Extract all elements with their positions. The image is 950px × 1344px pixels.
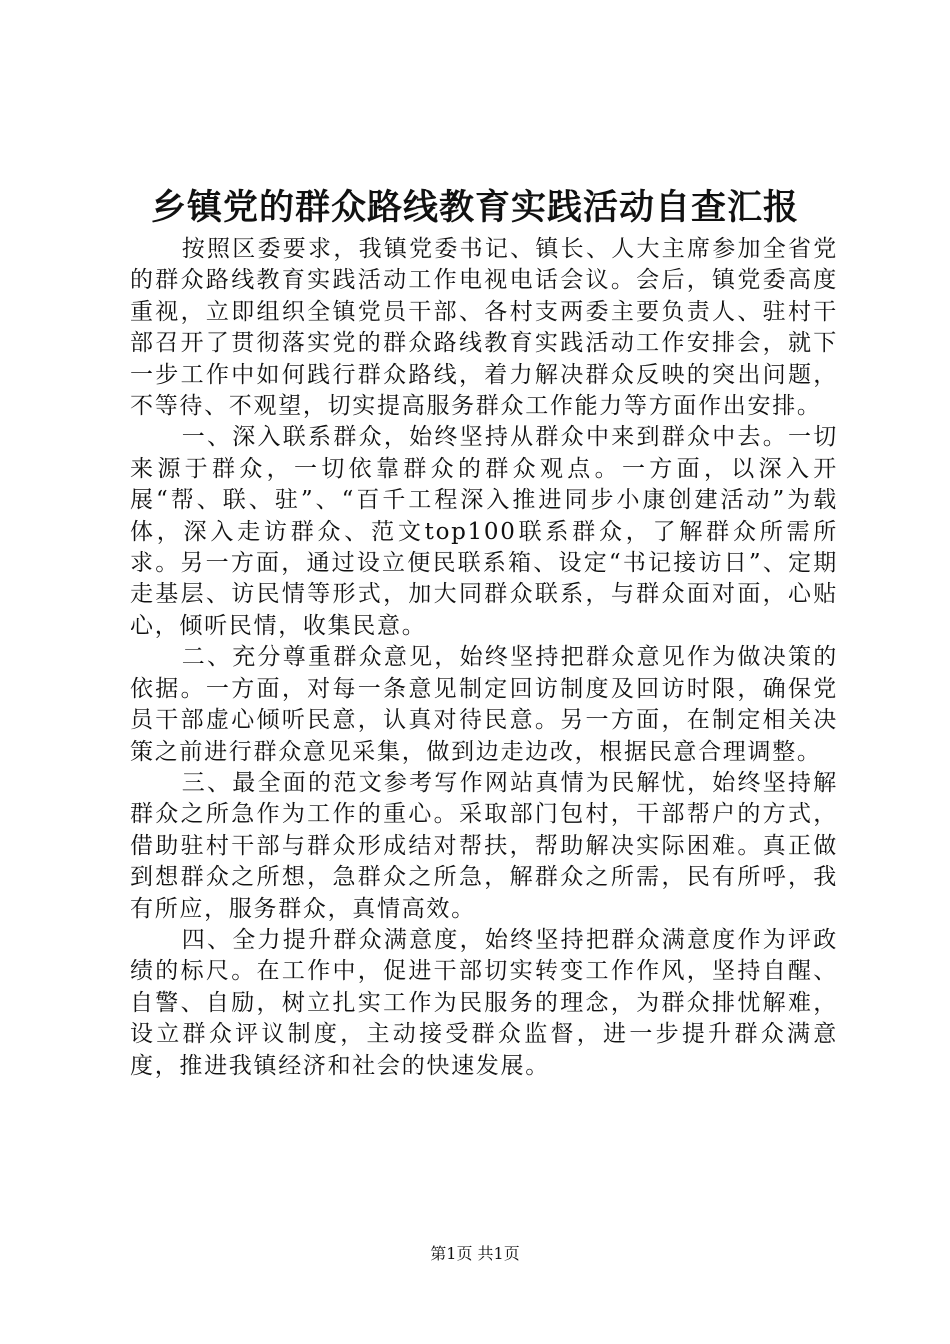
body-paragraph-1: 一、深入联系群众，始终坚持从群众中来到群众中去。一切来源于群众，一切依靠群众的群众观点。一方面，以深入开展“帮、联、驻”、“百千工程深入推进同步小康创建活动”为载体，深入走访群众、范文top100联系群众，了解群众所需所求。另一方面，通过设立便民联系箱、设定“书记接访日”、定期走基层、访民情等形式，加大同群众联系，与群众面对面，心贴心，倾听民情，收集民意。: [130, 424, 838, 639]
body-paragraph-3: 三、最全面的范文参考写作网站真情为民解忧，始终坚持解群众之所急作为工作的重心。采取部门包村，干部帮户的方式，借助驻村干部与群众形成结对帮扶，帮助解决实际困难。真正做到想群众之所想，急群众之所急，解群众之所需，民有所呼，我有所应，服务群众，真情高效。: [130, 769, 838, 922]
document-body: [130, 234, 838, 1082]
page-number-footer: 第1页 共1页: [430, 1244, 520, 1263]
body-paragraph-2: 二、充分尊重群众意见，始终坚持把群众意见作为做决策的依据。一方面，对每一条意见制定回访制度及回访时限，确保党员干部虚心倾听民意，认真对待民意。另一方面，在制定相关决策之前进行群众意见采集，做到边走边改，根据民意合理调整。: [130, 644, 838, 765]
document-title: 乡镇党的群众路线教育实践活动自查汇报: [150, 187, 799, 228]
body-paragraph-4: 四、全力提升群众满意度，始终坚持把群众满意度作为评政绩的标尺。在工作中，促进干部切实转变工作作风，坚持自醒、自警、自励，树立扎实工作为民服务的理念，为群众排忧解难，设立群众评议制度，主动接受群众监督，进一步提升群众满意度，推进我镇经济和社会的快速发展。: [130, 926, 838, 1079]
body-paragraph-intro: 按照区委要求，我镇党委书记、镇长、人大主席参加全省党的群众路线教育实践活动工作电视电话会议。会后，镇党委高度重视，立即组织全镇党员干部、各村支两委主要负责人、驻村干部召开了贯彻落实党的群众路线教育实践活动工作安排会，就下一步工作中如何践行群众路线，着力解决群众反映的突出问题，不等待、不观望，切实提高服务群众工作能力等方面作出安排。: [130, 236, 838, 420]
